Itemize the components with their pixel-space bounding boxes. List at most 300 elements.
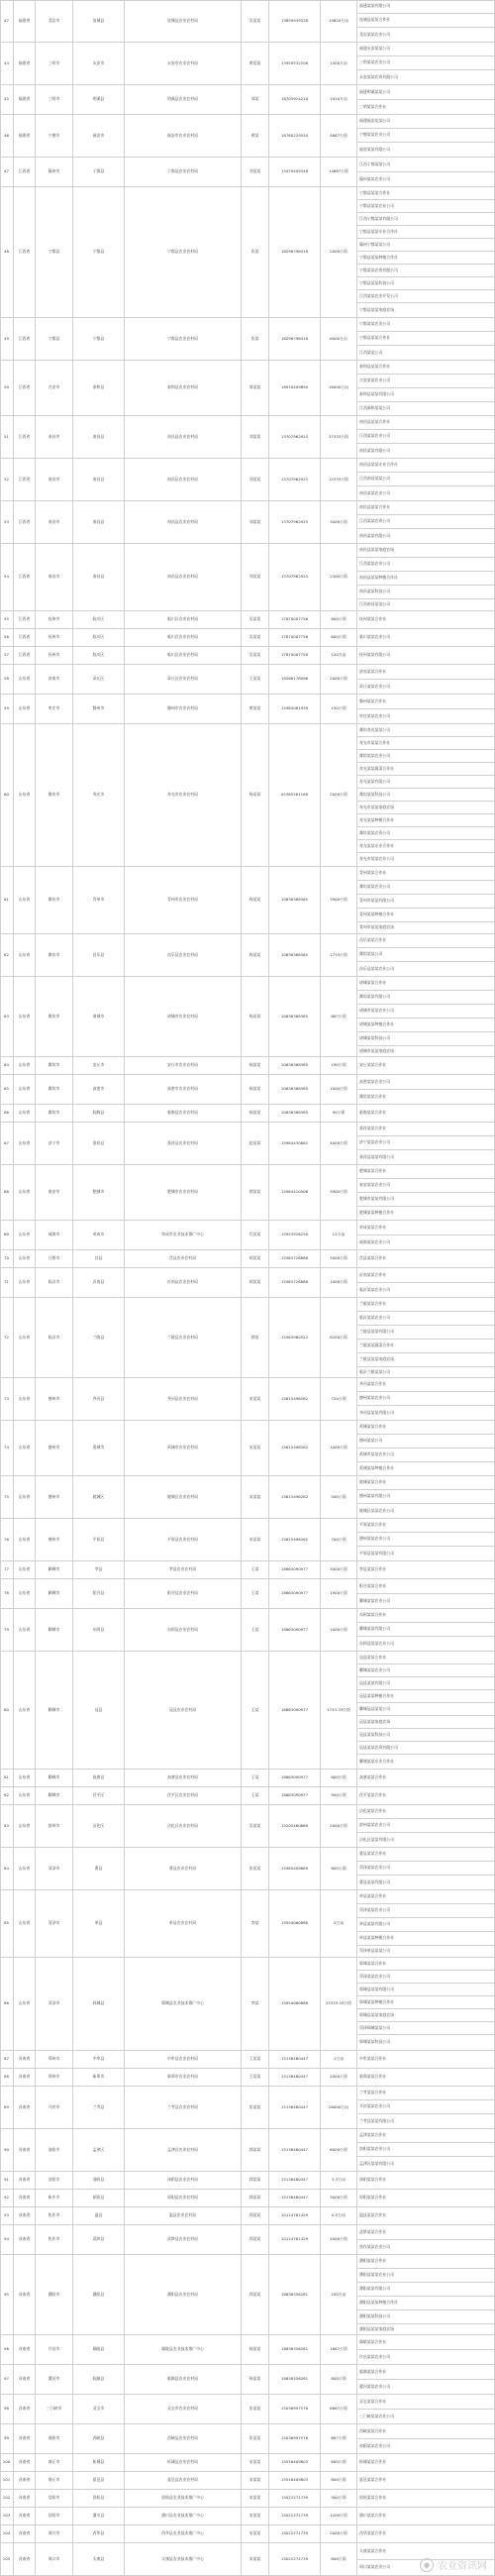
cell-city: 聊城市 <box>36 1579 73 1609</box>
cell-phone: 15136480447 <box>269 2087 321 2129</box>
cell-county: 宁都县 <box>73 318 125 361</box>
cell-enterprise: 高密某某农业公司 <box>357 1075 495 1090</box>
cell-enterprise: 陵城某某合作社 <box>357 1476 495 1490</box>
cell-no: 45 <box>0 85 14 115</box>
cell-area: 2000公顷 <box>321 2525 357 2543</box>
cell-contact: 杨某某 <box>242 867 269 934</box>
cell-enterprise: 武陟某某合作社 <box>357 2225 495 2240</box>
cell-unit: 南昌县农业农村局 <box>125 544 242 611</box>
cell-enterprise: 三明某某农业公司 <box>357 56 495 70</box>
cell-enterprise: 冠县某某农资有限公司 <box>357 1742 495 1755</box>
cell-no: 56 <box>0 629 14 647</box>
cell-area: 900公顷 <box>321 2490 357 2508</box>
cell-enterprise: 福建永安某某公司 <box>357 43 495 56</box>
cell-province: 河南省 <box>14 2543 36 2576</box>
cell-no: 86 <box>0 1958 14 2051</box>
cell-no: 87 <box>0 2051 14 2069</box>
cell-unit: 沂南县农业农村局 <box>125 1268 242 1298</box>
cell-unit: 西峡县农业农村局 <box>125 2424 242 2454</box>
cell-city: 抚州市 <box>36 629 73 647</box>
cell-unit: 兰陵县农业农村局 <box>125 1298 242 1378</box>
cell-phone: 17870007756 <box>269 629 321 647</box>
cell-province: 福建省 <box>14 115 36 158</box>
cell-enterprise: 菏泽某某农业公司 <box>357 1971 495 1984</box>
cell-enterprise: 南昌县某某合作社 <box>357 501 495 515</box>
cell-city: 聊城市 <box>36 1561 73 1579</box>
cell-province: 山东省 <box>14 1579 36 1609</box>
cell-enterprise: 冠县某某种植合作社 <box>357 1690 495 1703</box>
cell-county: 南昌县 <box>73 459 125 501</box>
cell-province: 河南省 <box>14 2424 36 2454</box>
cell-area: 100万亩 <box>321 2255 357 2335</box>
cell-contact: 徐某 <box>242 1298 269 1378</box>
cell-unit: 明溪县农业农村局 <box>125 85 242 115</box>
cell-area: 1万亩 <box>321 2051 357 2069</box>
cell-enterprise: 寿光市某某合作社 <box>357 737 495 750</box>
cell-enterprise: 安丘某某合作社 <box>357 1057 495 1075</box>
cell-phone: 13479409348 <box>269 158 321 187</box>
cell-enterprise: 冠县某某家庭农场 <box>357 1716 495 1729</box>
cell-contact: 宋某某 <box>242 1421 269 1476</box>
cell-no: 97 <box>0 2365 14 2395</box>
cell-province: 山东省 <box>14 934 36 977</box>
cell-county: 莒县 <box>73 1250 125 1268</box>
cell-enterprise: 宁都某某农业公司 <box>357 318 495 332</box>
cell-unit: 中牟县农业农村局 <box>125 2051 242 2069</box>
cell-phone: 10636368365 <box>269 1075 321 1105</box>
cell-unit: 夏邑县农业农村局 <box>125 2472 242 2490</box>
cell-enterprise: 宁都县某某专业合作社 <box>357 226 495 239</box>
cell-no: 63 <box>0 977 14 1057</box>
cell-no: 77 <box>0 1561 14 1579</box>
cell-city: 许昌市 <box>36 2335 73 2365</box>
cell-province: 山东省 <box>14 724 36 867</box>
cell-area: 1200公顷 <box>321 2508 357 2525</box>
cell-enterprise: 威海某某农业公司 <box>357 1235 495 1250</box>
cell-enterprise: 宁都县某某科技公司 <box>357 277 495 290</box>
cell-county: 兰陵县 <box>73 1298 125 1378</box>
cell-county: 濮阳县 <box>73 2255 125 2335</box>
cell-enterprise: 德州某某农业公司 <box>357 1533 495 1547</box>
cell-province: 河南省 <box>14 2207 36 2225</box>
cell-province: 山东省 <box>14 1787 36 1805</box>
cell-no: 67 <box>0 1123 14 1165</box>
cell-contact: 郭某某 <box>242 2255 269 2335</box>
cell-county: 潢川县 <box>73 2508 125 2525</box>
cell-city: 聊城市 <box>36 1787 73 1805</box>
cell-enterprise: 寿光市某某家庭农场 <box>357 802 495 814</box>
cell-no: 96 <box>0 2335 14 2365</box>
cell-province: 河南省 <box>14 2472 36 2490</box>
cell-contact: 张某某 <box>242 2087 269 2129</box>
cell-enterprise: 临沂兰陵某某公司 <box>357 1367 495 1378</box>
cell-county: 安丘市 <box>73 1057 125 1075</box>
cell-enterprise: 焦作某某农业公司 <box>357 2240 495 2255</box>
cell-contact: 张某 <box>242 187 269 318</box>
cell-county: 夏邑县 <box>73 2472 125 2490</box>
cell-contact: 杨某某 <box>242 724 269 867</box>
cell-enterprise: 兰考县某某有限公司 <box>357 2114 495 2129</box>
cell-no: 92 <box>0 2190 14 2207</box>
cell-city: 赣州市 <box>36 158 73 187</box>
cell-city: 郑州市 <box>36 2069 73 2087</box>
cell-enterprise: 沾化某某合作社 <box>357 1805 495 1819</box>
cell-enterprise: 南阳某某农业公司 <box>357 2439 495 2454</box>
cell-area: 720公顷 <box>321 1378 357 1421</box>
cell-no: 75 <box>0 1476 14 1519</box>
cell-no: 66 <box>0 1105 14 1123</box>
cell-enterprise: 荣成某某合作社 <box>357 1221 495 1235</box>
cell-unit: 鄢陵县农业技术推广中心 <box>125 2335 242 2365</box>
cell-contact: 宋某某 <box>242 1519 269 1561</box>
cell-county: 南昌县 <box>73 501 125 544</box>
cell-enterprise: 宁都县某某合作社 <box>357 187 495 200</box>
cell-enterprise: 曹县某某有限公司 <box>357 1876 495 1890</box>
cell-county: 中牟县 <box>73 2051 125 2069</box>
cell-contact: 王某 <box>242 1787 269 1805</box>
cell-city: 德州市 <box>36 1476 73 1519</box>
cell-enterprise: 诸城某某合作社 <box>357 977 495 991</box>
cell-county: 明溪县 <box>73 85 125 115</box>
cell-contact: 赵某某 <box>242 1123 269 1165</box>
cell-county: 于都县 <box>73 158 125 187</box>
cell-county: 武陟县 <box>73 2225 125 2255</box>
cell-county: 温县 <box>73 2207 125 2225</box>
cell-county: 固始县 <box>73 2490 125 2508</box>
cell-county: 南昌县 <box>73 544 125 611</box>
cell-enterprise: 诸城市某某家庭农场 <box>357 1046 495 1057</box>
cell-enterprise: 菏泽郓城某某公司 <box>357 2022 495 2035</box>
cell-enterprise: 单县某某合作社 <box>357 1890 495 1904</box>
cell-enterprise: 阳谷某某合作社 <box>357 1579 495 1594</box>
cell-contact: 吴某某 <box>242 1805 269 1848</box>
cell-unit: 单县农业农村局 <box>125 1890 242 1958</box>
cell-phone: 18970409890 <box>269 361 321 416</box>
cell-province: 河南省 <box>14 2051 36 2069</box>
cell-city: 焦作市 <box>36 2207 73 2225</box>
cell-enterprise: 潍坊某某农业公司 <box>357 881 495 895</box>
cell-enterprise: 南昌县某某种植合作社 <box>357 572 495 586</box>
cell-phone: 18705924210 <box>269 85 321 115</box>
cell-phone: 15036997576 <box>269 2395 321 2424</box>
cell-phone: 18663090977 <box>269 1770 321 1787</box>
cell-enterprise: 高唐某某合作社 <box>357 1770 495 1787</box>
cell-enterprise: 三门峡某某农业公司 <box>357 2410 495 2424</box>
cell-no: 85 <box>0 1890 14 1958</box>
cell-unit: 于都县农业农村局 <box>125 158 242 187</box>
cell-phone: 15954060888 <box>269 1958 321 2051</box>
cell-city: 南昌市 <box>36 459 73 501</box>
cell-enterprise: 肥城某某种植合作社 <box>357 1207 495 1221</box>
cell-contact: 代某某 <box>242 1221 269 1250</box>
cell-phone: 15136480447 <box>269 2172 321 2190</box>
cell-enterprise: 新郑某某合作社 <box>357 2069 495 2087</box>
cell-enterprise: 东阿县某某农业公司 <box>357 1637 495 1652</box>
cell-city: 德州市 <box>36 1519 73 1561</box>
cell-province: 河南省 <box>14 2508 36 2525</box>
cell-no: 101 <box>0 2472 14 2490</box>
cell-city: 濮阳市 <box>36 2255 73 2335</box>
cell-province: 山东省 <box>14 1609 36 1652</box>
cell-enterprise: 平原某某合作社 <box>357 1519 495 1533</box>
cell-phone: 15022271739 <box>269 2525 321 2543</box>
cell-no: 55 <box>0 611 14 629</box>
cell-unit: 濮阳县农业农村局 <box>125 2255 242 2335</box>
cell-contact: 宋某某 <box>242 2454 269 2472</box>
cell-province: 河南省 <box>14 2069 36 2087</box>
cell-city: 潍坊市 <box>36 1057 73 1075</box>
cell-area: 1500万亩 <box>321 43 357 85</box>
cell-county: 原阳县 <box>73 2190 125 2207</box>
cell-enterprise: 潍坊某某农业公司 <box>357 750 495 763</box>
cell-unit: 兰考县农业农村局 <box>125 2087 242 2129</box>
cell-phone: 15615496262 <box>269 1519 321 1561</box>
cell-contact: 王某某 <box>242 665 269 695</box>
cell-county: 寿光市 <box>73 724 125 867</box>
cell-no: 80 <box>0 1652 14 1770</box>
cell-county: 章丘区 <box>73 665 125 695</box>
cell-area: 500公顷 <box>321 1476 357 1519</box>
cell-phone: 18663090977 <box>269 1609 321 1652</box>
cell-enterprise: 南昌县某某专业合作社 <box>357 459 495 473</box>
cell-no: 88 <box>0 2069 14 2087</box>
cell-enterprise: 冠县某某合作社 <box>357 1652 495 1664</box>
cell-contact: 徐某某 <box>242 1165 269 1221</box>
cell-province: 江西省 <box>14 611 36 629</box>
cell-enterprise: 聊城某某有限公司 <box>357 1623 495 1637</box>
cell-contact: 宋某某 <box>242 2525 269 2543</box>
watermark <box>420 2557 487 2572</box>
cell-contact: 李某 <box>242 1958 269 2051</box>
cell-enterprise: 宁都县某某种植合作社 <box>357 252 495 265</box>
cell-unit: 南昌县农业农村局 <box>125 501 242 544</box>
cell-province: 江西省 <box>14 459 36 501</box>
cell-area: 1667公顷 <box>321 2335 357 2365</box>
cell-enterprise: 青州市某某家庭农场 <box>357 922 495 934</box>
cell-area: 3.3万亩 <box>321 2172 357 2190</box>
cell-unit: 莒县农业农村局 <box>125 1250 242 1268</box>
cell-province: 山东省 <box>14 1519 36 1561</box>
cell-province: 福建省 <box>14 0 36 43</box>
cell-city: 龙岩市 <box>36 0 73 43</box>
cell-province: 福建省 <box>14 43 36 85</box>
cell-city: 开封市 <box>36 2087 73 2129</box>
cell-unit: 高密市农业农村局 <box>125 1075 242 1105</box>
cell-enterprise: 茌平某某合作社 <box>357 1787 495 1805</box>
cell-enterprise: 禹城市某某农业公司 <box>357 1449 495 1462</box>
cell-no: 48 <box>0 187 14 318</box>
cell-no: 49 <box>0 318 14 361</box>
cell-contact: 胡某某 <box>242 1250 269 1268</box>
cell-phone: 15965409689 <box>269 1848 321 1890</box>
cell-city: 商丘市 <box>36 2472 73 2490</box>
cell-unit: 嘉祥县农业农村局 <box>125 1123 242 1165</box>
cell-enterprise: 肥城某某合作社 <box>357 1165 495 1179</box>
cell-enterprise: 温县某某合作社 <box>357 2207 495 2225</box>
cell-province: 山东省 <box>14 1805 36 1848</box>
cell-phone: 10636368365 <box>269 867 321 934</box>
cell-phone: 18638356281 <box>269 2335 321 2365</box>
cell-province: 山东省 <box>14 1770 36 1787</box>
cell-province: 河南省 <box>14 2225 36 2255</box>
cell-enterprise: 兰陵某某合作社 <box>357 1298 495 1312</box>
cell-province: 山东省 <box>14 1268 36 1298</box>
cell-no: 47 <box>0 158 14 187</box>
cell-contact: 吴某某 <box>242 0 269 43</box>
cell-county: 新郑市 <box>73 2069 125 2087</box>
cell-province: 山东省 <box>14 1123 36 1165</box>
cell-contact: 黄某某 <box>242 43 269 85</box>
cell-county: 茌平区 <box>73 1787 125 1805</box>
cell-no: 51 <box>0 416 14 459</box>
cell-no: 60 <box>0 724 14 867</box>
cell-area: 6000公顷 <box>321 2129 357 2172</box>
cell-enterprise: 潍坊某某农资公司 <box>357 827 495 840</box>
cell-city: 德州市 <box>36 1378 73 1421</box>
cell-no: 99 <box>0 2424 14 2454</box>
cell-enterprise: 濮阳县某某种植合作社 <box>357 2297 495 2310</box>
cell-enterprise: 单县某某种植合作社 <box>357 1932 495 1946</box>
cell-province: 河南省 <box>14 2335 36 2365</box>
cell-county: 灵宝市 <box>73 2395 125 2424</box>
cell-city: 抚州市 <box>36 611 73 629</box>
cell-enterprise: 寿光某某种植合作社 <box>357 814 495 827</box>
cell-unit: 孟津区农业农村局 <box>125 2129 242 2172</box>
cell-phone: 17870007756 <box>269 611 321 629</box>
cell-enterprise: 禹城某某种植合作社 <box>357 1462 495 1476</box>
cell-area: 800公顷 <box>321 1848 357 1890</box>
cell-enterprise: 抚州某某合作社 <box>357 611 495 629</box>
cell-unit: 原阳县农业农村局 <box>125 2190 242 2207</box>
cell-enterprise: 济南某某合作社 <box>357 665 495 680</box>
cell-contact: 杨某某 <box>242 1075 269 1105</box>
cell-province: 山东省 <box>14 1421 36 1476</box>
cell-enterprise: 福安某某有限公司 <box>357 143 495 158</box>
cell-enterprise: 冠县某某有限公司 <box>357 1677 495 1690</box>
cell-city: 潍坊市 <box>36 724 73 867</box>
cell-city: 周口市 <box>36 2543 73 2576</box>
cell-contact: 王某 <box>242 1579 269 1609</box>
cell-province: 山东省 <box>14 1057 36 1075</box>
cell-county: 肥城市 <box>73 1165 125 1221</box>
cell-contact: 王某 <box>242 1652 269 1770</box>
cell-contact: 杨某某 <box>242 934 269 977</box>
cell-phone: 13959532208 <box>269 43 321 85</box>
cell-enterprise: 潍坊某某合作社 <box>357 1090 495 1105</box>
cell-province: 江西省 <box>14 318 36 361</box>
cell-phone: 18663090977 <box>269 1561 321 1579</box>
cell-enterprise: 宁都县某某合作社 <box>357 332 495 346</box>
cell-enterprise: 寿光某某专业合作社 <box>357 840 495 853</box>
cell-unit: 太康县农业技术推广中心 <box>125 2543 242 2576</box>
cell-city: 滨州市 <box>36 1805 73 1848</box>
cell-phone: 18296796418 <box>269 318 321 361</box>
cell-county: 平原县 <box>73 1519 125 1561</box>
cell-enterprise: 嘉祥某某合作社 <box>357 1123 495 1136</box>
cell-no: 79 <box>0 1609 14 1652</box>
cell-phone: 15615496262 <box>269 1421 321 1476</box>
cell-unit: 沾化区农业农村局 <box>125 1805 242 1848</box>
cell-enterprise: 莒县某某合作社 <box>357 1250 495 1268</box>
cell-county: 陵城区 <box>73 1476 125 1519</box>
cell-unit: 泰和县农业农村局 <box>125 361 242 416</box>
cell-phone: 13707962925 <box>269 416 321 459</box>
cell-province: 山东省 <box>14 1848 36 1890</box>
cell-enterprise: 汤阴某某合作社 <box>357 2172 495 2190</box>
cell-county: 宁都县 <box>73 187 125 318</box>
cell-phone: 18663090977 <box>269 1579 321 1609</box>
cell-contact: 周某某 <box>242 361 269 416</box>
cell-no: 89 <box>0 2087 14 2129</box>
cell-enterprise: 德州某某有限公司 <box>357 1490 495 1504</box>
cell-enterprise: 潍坊某某公司 <box>357 948 495 962</box>
cell-area: 800公顷 <box>321 2543 357 2576</box>
cell-unit: 柘城县农业农村局 <box>125 2454 242 2472</box>
cell-phone: 15615496262 <box>269 1476 321 1519</box>
cell-phone: 10636368365 <box>269 1057 321 1075</box>
cell-enterprise: 嘉祥县某某有限公司 <box>357 1150 495 1165</box>
cell-area: 600公顷 <box>321 1770 357 1787</box>
cell-no: 105 <box>0 2543 14 2576</box>
cell-enterprise: 郓城县某某家庭农场 <box>357 2009 495 2022</box>
cell-area: 3000公顷 <box>321 2190 357 2207</box>
cell-enterprise: 东阿某某合作社 <box>357 1609 495 1623</box>
cell-unit: 章丘区农业农村局 <box>125 665 242 695</box>
cell-unit: 南昌县农业农村局 <box>125 416 242 459</box>
cell-enterprise: 青州市某某有限公司 <box>357 895 495 909</box>
cell-unit: 临川区农业农村局 <box>125 647 242 665</box>
cell-unit: 新郑市农业农村局 <box>125 2069 242 2087</box>
cell-enterprise: 潍坊某某有限公司 <box>357 991 495 1005</box>
cell-phone: 15136480447 <box>269 2190 321 2207</box>
cell-enterprise: 吉安某某农业公司 <box>357 375 495 388</box>
cell-no: 73 <box>0 1378 14 1421</box>
cell-enterprise: 济宁某某农业公司 <box>357 1136 495 1150</box>
cell-city: 潍坊市 <box>36 934 73 977</box>
cell-contact: 宋某某 <box>242 2472 269 2490</box>
cell-contact: 刘某某 <box>242 416 269 459</box>
cell-enterprise: 周口某某农业公司 <box>357 2560 495 2576</box>
cell-city: 抚州市 <box>36 647 73 665</box>
cell-area: 16000万亩 <box>321 361 357 416</box>
cell-enterprise: 禹城某某合作社 <box>357 1421 495 1435</box>
cell-no: 46 <box>0 115 14 158</box>
cell-county: 柘城县 <box>73 2454 125 2472</box>
cell-enterprise: 南昌县某某家庭农场 <box>357 544 495 558</box>
cell-phone: 18638356281 <box>269 2365 321 2395</box>
cell-no: 90 <box>0 2129 14 2172</box>
cell-enterprise: 许昌某某农业公司 <box>357 2350 495 2365</box>
cell-phone: 15036997576 <box>269 2424 321 2454</box>
cell-enterprise: 西华某某合作社 <box>357 2525 495 2543</box>
cell-no: 53 <box>0 501 14 544</box>
cell-phone: 10114761429 <box>269 2225 321 2255</box>
cell-enterprise: 江西宁都某某有限公司 <box>357 213 495 226</box>
cell-province: 山东省 <box>14 1890 36 1958</box>
cell-contact: 宋某某 <box>242 2543 269 2576</box>
cell-enterprise: 聊城某某专业合作社 <box>357 1755 495 1770</box>
cell-enterprise: 江西泰和某某公司 <box>357 402 495 416</box>
cell-province: 河南省 <box>14 2087 36 2129</box>
cell-enterprise: 临川某某农业公司 <box>357 629 495 647</box>
cell-enterprise: 福建明溪某某公司 <box>357 85 495 100</box>
cell-enterprise: 聊城某某农业公司 <box>357 1594 495 1609</box>
cell-city: 日照市 <box>36 1250 73 1268</box>
cell-city: 三门峡市 <box>36 2395 73 2424</box>
cell-contact: 胡某某 <box>242 1268 269 1298</box>
cell-no: 47 <box>0 0 14 43</box>
cell-no: 65 <box>0 1075 14 1105</box>
